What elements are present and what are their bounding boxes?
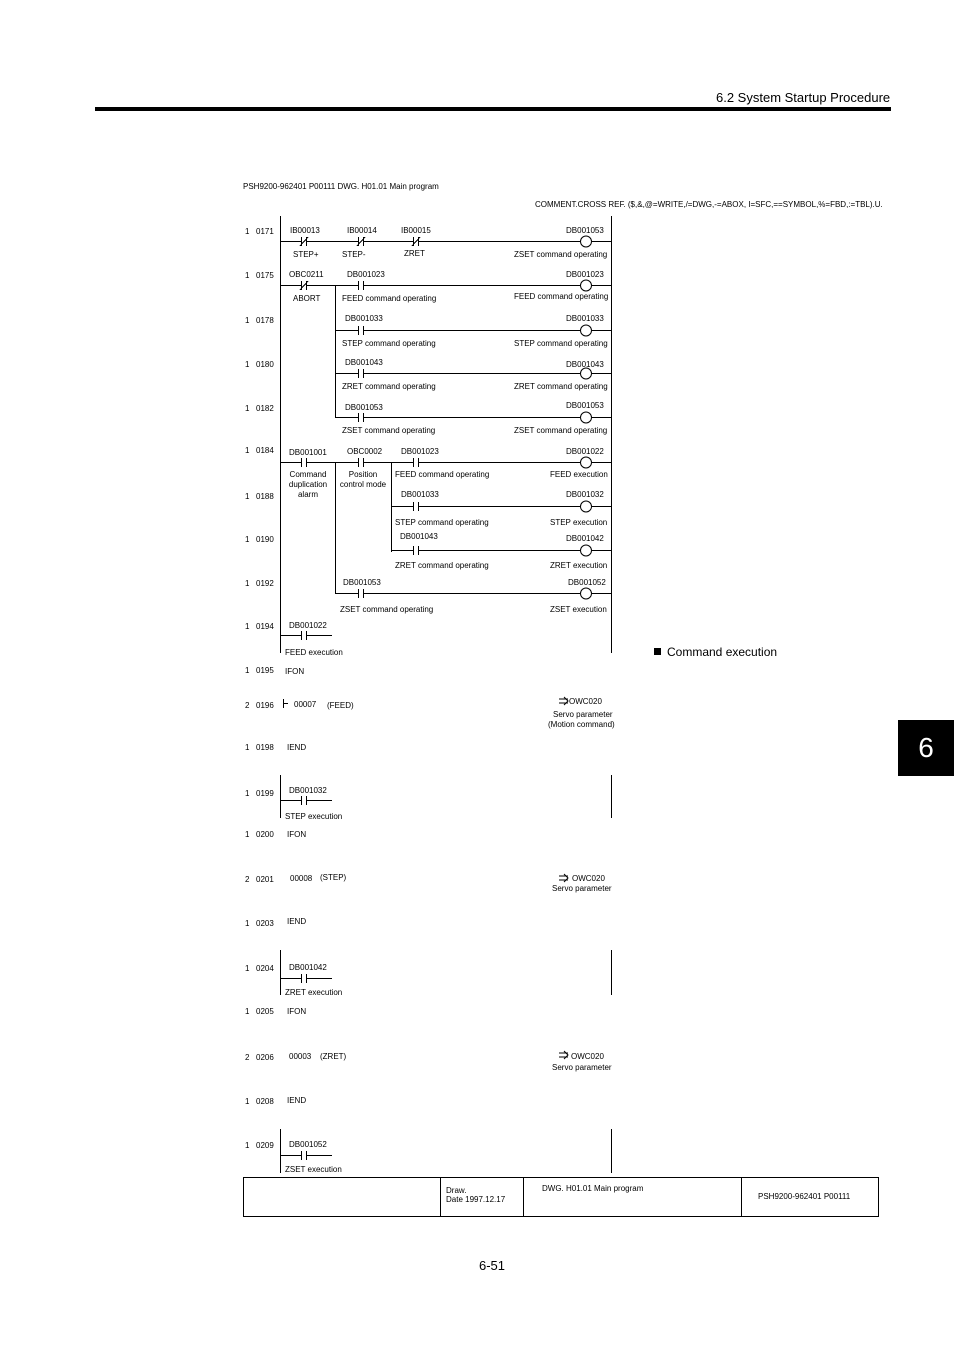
ladder-label: (ZRET) [320,1052,347,1061]
step-number: 0200 [256,830,274,839]
ladder-label: OBC0211 [289,270,324,279]
step-number: 0188 [256,492,274,501]
step-number: 0208 [256,1097,274,1106]
ladder-label: DB001033 [345,314,383,323]
ladder-label: DB001033 [566,314,604,323]
footer-date: Date 1997.12.17 [446,1195,506,1204]
cross-ref-legend: COMMENT.CROSS REF. ($,&,@=WRITE,/=DWG,-=ABOX, I=SFC,==SYMBOL,%=FBD,:=TBL).U. [535,200,883,209]
rung-count: 1 [245,227,250,236]
page-number: 6-51 [479,1258,506,1273]
ladder-label: DB001053 [566,401,604,410]
step-number: 0195 [256,666,274,675]
ladder-label: IB00015 [401,226,431,235]
ladder-label: DB001053 [566,226,604,235]
ladder-label: (FEED) [327,701,354,710]
ladder-label: FEED command operating [395,470,490,479]
rung-count: 2 [245,875,250,884]
step-number: 0178 [256,316,274,325]
ladder-label: 00007 [294,700,317,709]
ladder-label: ZRET [404,249,425,258]
step-number: 0201 [256,875,274,884]
ladder-label: STEP- [342,250,366,259]
step-number: 0182 [256,404,274,413]
step-number: 0180 [256,360,274,369]
ladder-label: DB001043 [345,358,383,367]
ladder-label: STEP command operating [342,339,436,348]
step-number: 0175 [256,271,274,280]
ladder-label: DB001052 [568,578,606,587]
rung-count: 1 [245,492,250,501]
ladder-label: DB001022 [289,621,327,630]
ladder-label: IFON [287,1007,307,1016]
rung-count: 1 [245,1097,250,1106]
ladder-label: Servo parameter [553,710,613,719]
ladder-label: STEP execution [550,518,608,527]
ladder-label: DB001023 [347,270,385,279]
ladder-label: DB001022 [566,447,604,456]
ladder-label: FEED command operating [342,294,437,303]
step-number: 0194 [256,622,274,631]
ladder-label: IB00014 [347,226,377,235]
ladder-label: (STEP) [320,873,347,882]
ladder-label: DB001043 [400,532,438,541]
ladder-label: STEP+ [293,250,319,259]
step-number: 0204 [256,964,274,973]
rung-count: 1 [245,622,250,631]
ladder-label: IFON [287,830,307,839]
ladder-label: ZSET execution [550,605,607,614]
step-number: 0198 [256,743,274,752]
rung-count: 1 [245,830,250,839]
ladder-label: ZSET command operating [514,250,608,259]
ladder-label: ZRET command operating [342,382,436,391]
ladder-label: ZSET command operating [514,426,608,435]
ladder-label: FEED execution [550,470,608,479]
step-number: 0199 [256,789,274,798]
ladder-label: DB001053 [343,578,381,587]
ladder-label: IEND [287,743,307,752]
step-number: 0203 [256,919,274,928]
ladder-label: ZRET command operating [395,561,489,570]
ladder-label: 00008 [290,874,313,883]
ladder-label: DB001023 [401,447,439,456]
rung-count: 1 [245,316,250,325]
ladder-label: FEED command operating [514,292,609,301]
ladder-label: DB001032 [566,490,604,499]
footer-dwg-info: DWG. H01.01 Main program [542,1184,644,1193]
step-number: 0196 [256,701,274,710]
rung-count: 2 [245,701,250,710]
ladder-label: (Motion command) [548,720,615,729]
footer-program-ref: PSH9200-962401 P00111 [758,1192,851,1201]
ladder-label: ZSET command operating [342,426,436,435]
section-note: Command execution [654,645,777,659]
ladder-label: DB001023 [566,270,604,279]
ladder-label: ZSET execution [285,1165,342,1174]
ladder-label: ZRET execution [550,561,608,570]
rung-count: 2 [245,1053,250,1062]
rung-count: 1 [245,446,250,455]
ladder-label: ZRET command operating [514,382,608,391]
ladder-label: IB00013 [290,226,320,235]
ladder-label: ZSET command operating [340,605,434,614]
ladder-label: ZRET execution [285,988,343,997]
ladder-label: DB001001 [289,448,327,457]
ladder-label: DB001032 [289,786,327,795]
step-number: 0171 [256,227,274,236]
ladder-label: IFON [285,667,305,676]
ladder-label: DB001052 [289,1140,327,1149]
footer-draw-label: Draw. [446,1186,467,1195]
ladder-label: DB001053 [345,403,383,412]
section-title: 6.2 System Startup Procedure [716,90,891,105]
ladder-label: 00003 [289,1052,312,1061]
step-number: 0192 [256,579,274,588]
rung-count: 1 [245,789,250,798]
ladder-label: OBC0002 [347,447,383,456]
bullet-square-icon [654,648,661,655]
ladder-label: STEP command operating [395,518,489,527]
ladder-label: DB001033 [401,490,439,499]
ladder-label: FEED execution [285,648,343,657]
ladder-label: Servo parameter [552,884,612,893]
rung-count: 1 [245,743,250,752]
rung-count: 1 [245,919,250,928]
rung-count: 1 [245,1141,250,1150]
chapter-tab: 6 [898,720,954,776]
rung-count: 1 [245,360,250,369]
ladder-label: OWC020 [572,874,605,883]
ladder-label: DB001042 [289,963,327,972]
ladder-label: IEND [287,1096,307,1105]
step-number: 0190 [256,535,274,544]
rung-count: 1 [245,535,250,544]
rung-count: 1 [245,579,250,588]
ladder-label: ABORT [293,294,321,303]
ladder-label: IEND [287,917,307,926]
rung-count: 1 [245,404,250,413]
step-number: 0206 [256,1053,274,1062]
ladder-label: OWC020 [571,1052,604,1061]
step-number: 0184 [256,446,274,455]
ladder-label: DB001042 [566,534,604,543]
rung-count: 1 [245,964,250,973]
ladder-label: Servo parameter [552,1063,612,1072]
ladder-label: OWC020 [569,697,602,706]
step-number: 0205 [256,1007,274,1016]
rung-count: 1 [245,271,250,280]
rung-count: 1 [245,666,250,675]
step-number: 0209 [256,1141,274,1150]
rung-count: 1 [245,1007,250,1016]
ladder-comment: Position control mode [339,470,387,489]
program-info: PSH9200-962401 P00111 DWG. H01.01 Main program [243,182,439,191]
footer-title-block [243,1177,879,1217]
ladder-label: DB001043 [566,360,604,369]
ladder-label: STEP command operating [514,339,608,348]
ladder-label: STEP execution [285,812,343,821]
ladder-comment: Command duplication alarm [288,470,328,499]
